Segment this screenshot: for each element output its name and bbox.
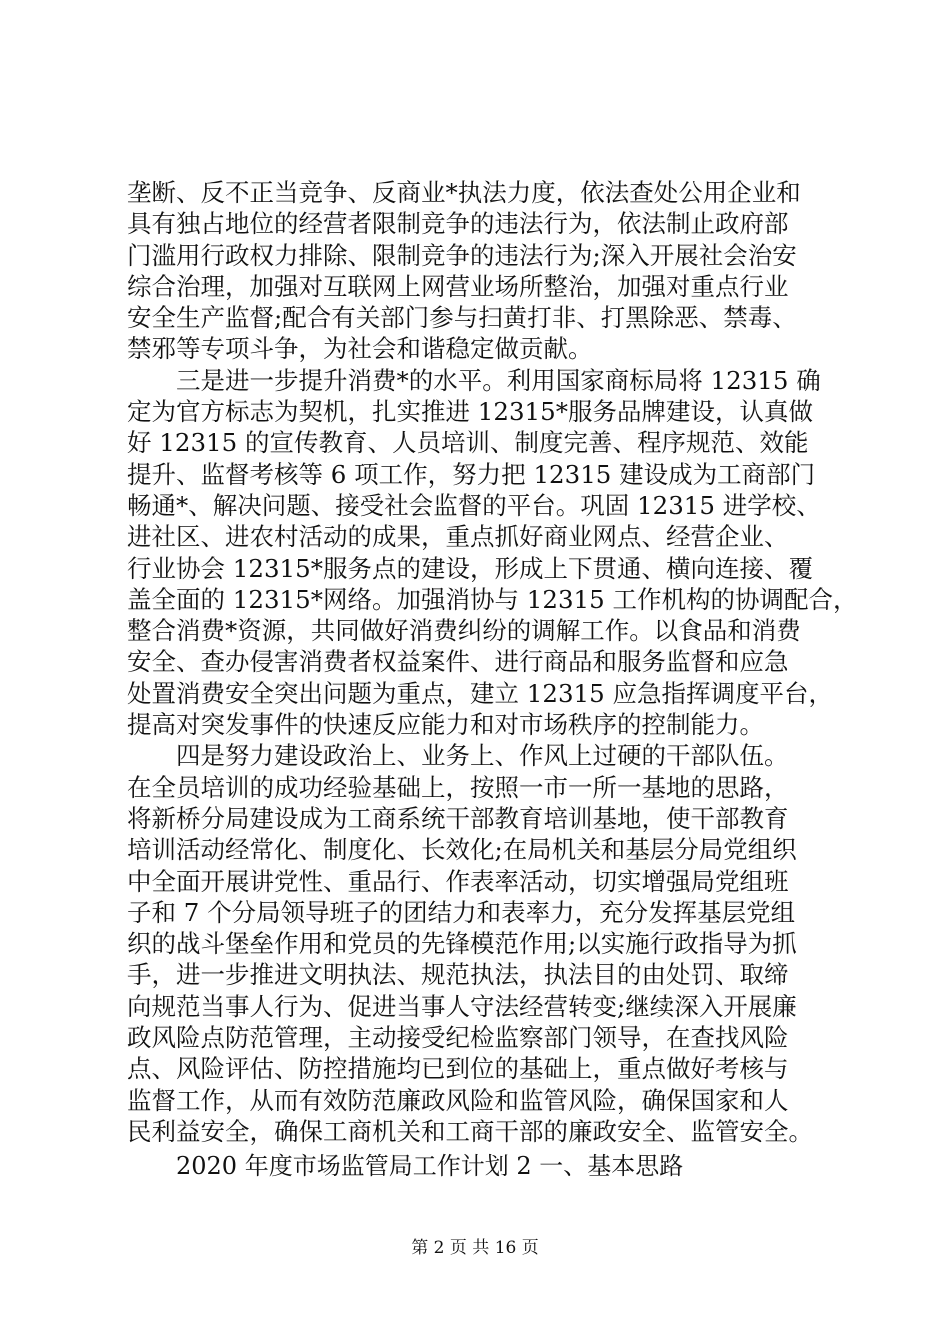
body-line: 中全面开展讲党性、重品行、作表率活动，切实增强局党组班 xyxy=(127,866,789,896)
page-footer: 第 2 页 共 16 页 xyxy=(411,1238,539,1258)
body-line: 将新桥分局建设成为工商系统干部教育培训基地，使干部教育 xyxy=(127,803,789,833)
body-line: 安全、查办侵害消费者权益案件、进行商品和服务监督和应急 xyxy=(127,647,789,677)
body-line: 综合治理，加强对互联网上网营业场所整治，加强对重点行业 xyxy=(127,271,789,301)
body-line: 织的战斗堡垒作用和党员的先锋模范作用;以实施行政指导为抓 xyxy=(127,929,797,959)
body-line: 垄断、反不正当竞争、反商业*执法力度，依法查处公用企业和 xyxy=(127,178,801,207)
body-line: 安全生产监督;配合有关部门参与扫黄打非、打黑除恶、禁毒、 xyxy=(127,303,797,333)
document-body xyxy=(127,177,858,1147)
body-line: 禁邪等专项斗争，为社会和谐稳定做贡献。 xyxy=(127,334,593,364)
body-line: 具有独占地位的经营者限制竞争的违法行为，依法制止政府部 xyxy=(127,209,789,239)
body-line: 处置消费安全突出问题为重点，建立 12315 应急指挥调度平台， xyxy=(127,678,834,708)
body-line: 政风险点防范管理，主动接受纪检监察部门领导，在查找风险 xyxy=(127,1023,789,1053)
body-line: 定为官方标志为契机，扎实推进 12315*服务品牌建设，认真做 xyxy=(127,397,813,427)
body-line: 监督工作，从而有效防范廉政风险和监管风险，确保国家和人 xyxy=(127,1085,789,1115)
body-line: 培训活动经常化、制度化、长效化;在局机关和基层分局党组织 xyxy=(127,835,797,865)
body-line: 整合消费*资源，共同做好消费纠纷的调解工作。以食品和消费 xyxy=(127,616,801,646)
body-line: 好 12315 的宣传教育、人员培训、制度完善、程序规范、效能 xyxy=(127,428,809,458)
body-line: 三是进一步提升消费*的水平。利用国家商标局将 12315 确 xyxy=(127,365,821,395)
body-line: 盖全面的 12315*网络。加强消协与 12315 工作机构的协调配合， xyxy=(127,584,858,614)
body-line: 子和 7 个分局领导班子的团结力和表率力，充分发挥基层党组 xyxy=(127,897,796,927)
body-line: 提高对突发事件的快速反应能力和对市场秩序的控制能力。 xyxy=(127,710,764,740)
body-line: 进社区、进农村活动的成果，重点抓好商业网点、经营企业、 xyxy=(127,522,789,552)
body-line: 向规范当事人行为、促进当事人守法经营转变;继续深入开展廉 xyxy=(127,991,797,1021)
section-heading: 2020 年度市场监管局工作计划 2 一、基本思路 xyxy=(176,1152,684,1180)
body-line: 畅通*、解决问题、接受社会监督的平台。巩固 12315 进学校、 xyxy=(127,490,821,520)
body-line: 提升、监督考核等 6 项工作，努力把 12315 建设成为工商部门 xyxy=(127,459,816,489)
body-line: 点、风险评估、防控措施均已到位的基础上，重点做好考核与 xyxy=(127,1054,789,1084)
body-line: 四是努力建设政治上、业务上、作风上过硬的干部队伍。 xyxy=(127,741,789,771)
body-line: 民利益安全，确保工商机关和工商干部的廉政安全、监管安全。 xyxy=(127,1116,813,1146)
body-line: 在全员培训的成功经验基础上，按照一市一所一基地的思路， xyxy=(127,772,789,802)
body-line: 手，进一步推进文明执法、规范执法，执法目的由处罚、取缔 xyxy=(127,960,789,990)
body-line: 门滥用行政权力排除、限制竞争的违法行为;深入开展社会治安 xyxy=(127,240,797,270)
body-line: 行业协会 12315*服务点的建设，形成上下贯通、横向连接、覆 xyxy=(127,553,813,583)
